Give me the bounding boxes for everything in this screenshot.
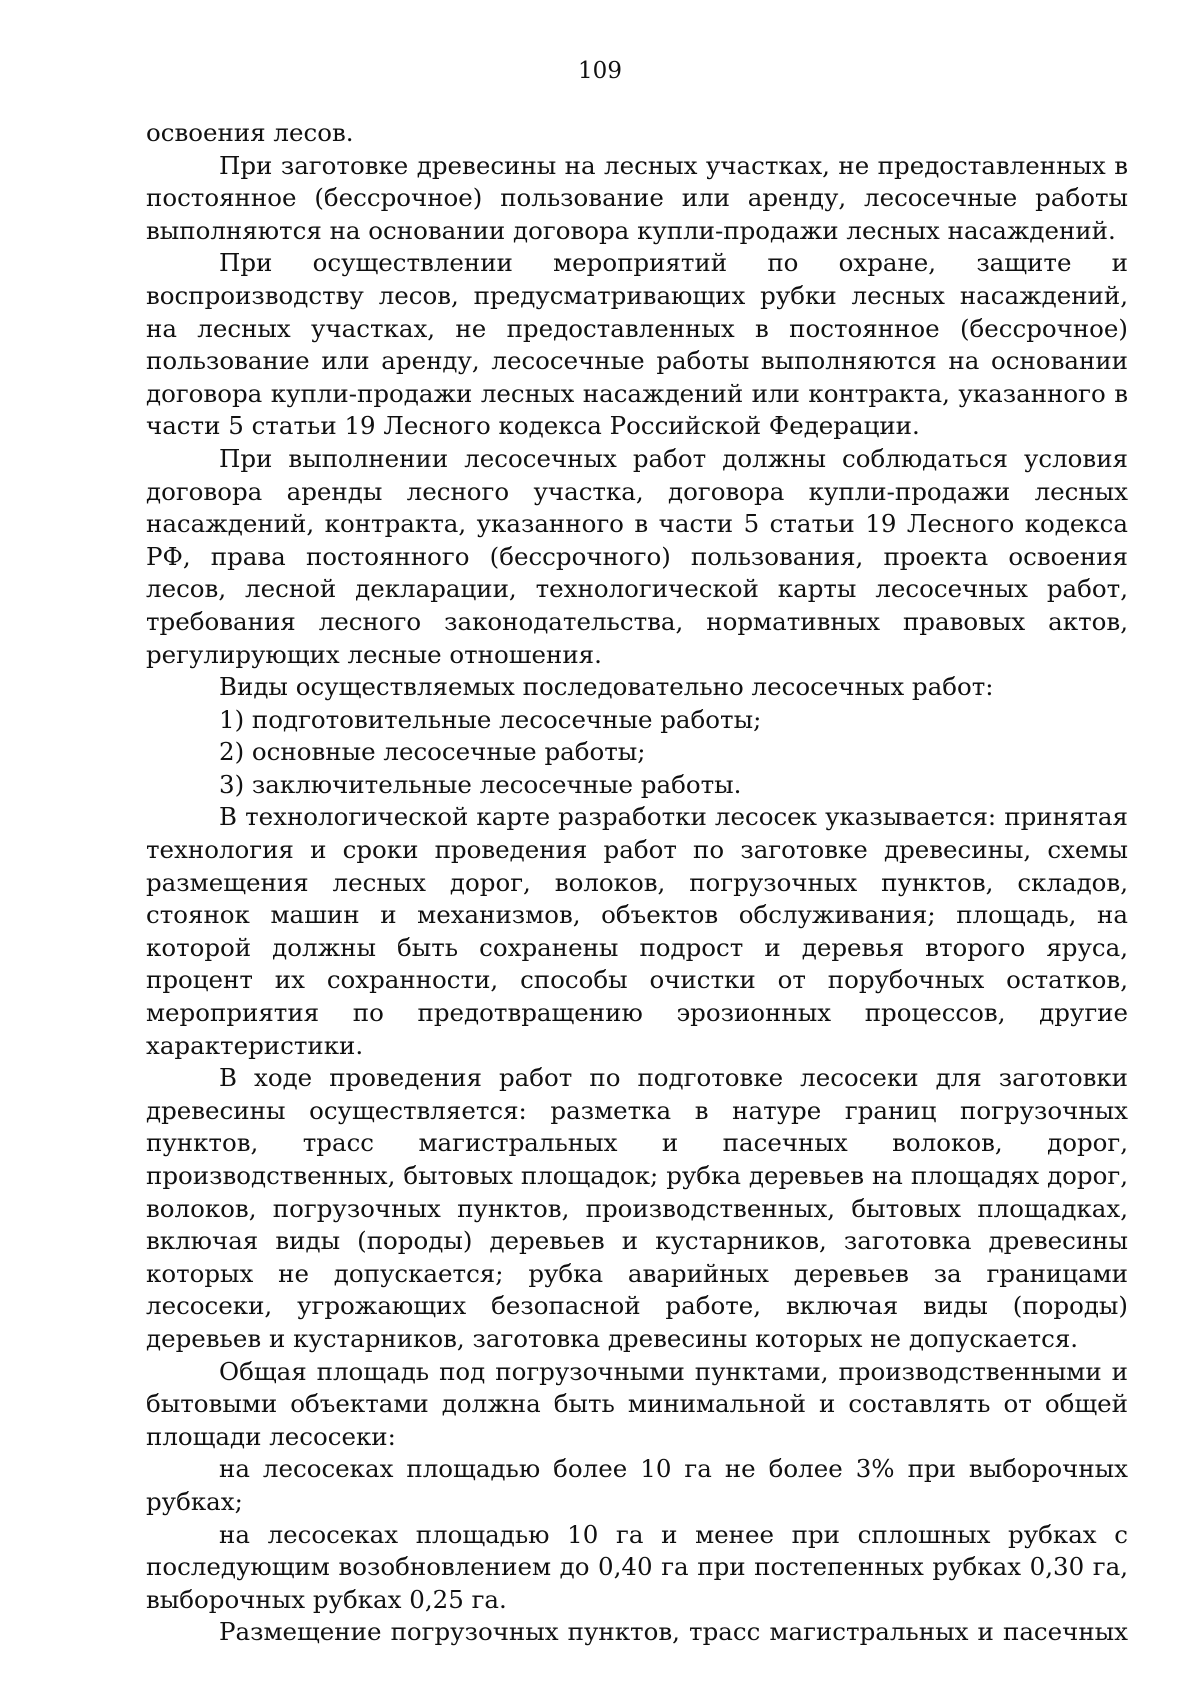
paragraph: на лесосеках площадью более 10 га не более 3% при выборочных рубках; [146, 1454, 1128, 1516]
paragraph: При выполнении лесосечных работ должны соблюдаться условия договора аренды лесного участка, договора купли-продажи лесных насаждений, контракта, указанного в части 5 статьи 19 Лесного кодекса РФ, права постоянного (бессрочного) пользования, проекта освоения лесов, лесной декларации, технологической карты лесосечных работ, требования лесного законодательства, нормативных правовых актов, регулирующих лесные отношения. [146, 443, 1128, 669]
paragraph: на лесосеках площадью 10 га и менее при сплошных рубках с последующим возобновлением до 0,40 га при постепенных рубках 0,30 га, выборочных рубках 0,25 га. [146, 1519, 1128, 1614]
paragraph: Общая площадь под погрузочными пунктами, производственными и бытовыми объектами должна быть минимальной и составлять от общей площади лесосеки: [146, 1356, 1128, 1451]
paragraph: При заготовке древесины на лесных участках, не предоставленных в постоянное (бессрочное) пользование или аренду, лесосечные работы выполняются на основании договора купли-продажи лесных насаждений. [146, 150, 1128, 245]
paragraph: В технологической карте разработки лесосек указывается: принятая технология и сроки проведения работ по заготовке древесины, схемы размещения лесных дорог, волоков, погрузочных пунктов, складов, стоянок машин и механизмов, объектов обслуживания; площадь, на которой должны быть сохранены подрост и деревья второго яруса, процент их сохранности, способы очистки от порубочных остатков, мероприятия по предотвращению эрозионных процессов, другие характеристики. [146, 802, 1128, 1060]
list-item: 1) подготовительные лесосечные работы; [219, 704, 762, 734]
paragraph: При осуществлении мероприятий по охране, защите и воспроизводству лесов, предусматривающих рубки лесных насаждений, на лесных участках, не предоставленных в постоянное (бессрочное) пользование или аренду, лесосечные работы выполняются на основании договора купли-продажи лесных насаждений или контракта, указанного в части 5 статьи 19 Лесного кодекса Российской Федерации. [146, 248, 1128, 441]
paragraph-continuation: освоения лесов. [146, 118, 354, 147]
paragraph-truncated: Размещение погрузочных пунктов, трасс магистральных и пасечных [219, 1617, 1128, 1647]
paragraph: Виды осуществляемых последовательно лесосечных работ: [219, 672, 994, 702]
document-body [146, 117, 1128, 1649]
list-item: 2) основные лесосечные работы; [219, 737, 646, 767]
list-item: 3) заключительные лесосечные работы. [219, 769, 742, 799]
paragraph: В ходе проведения работ по подготовке лесосеки для заготовки древесины осуществляется: разметка в натуре границ погрузочных пунктов, трасс магистральных и пасечных волоков, дорог, производственных, бытовых площадок; рубка деревьев на площадях дорог, волоков, погрузочных пунктов, производственных, бытовых площадках, включая виды (породы) деревьев и кустарников, заготовка древесины которых не допускается; рубка аварийных деревьев за границами лесосеки, угрожающих безопасной работе, включая виды (породы) деревьев и кустарников, заготовка древесины которых не допускается. [146, 1063, 1128, 1353]
page-number: 109 [578, 58, 622, 84]
